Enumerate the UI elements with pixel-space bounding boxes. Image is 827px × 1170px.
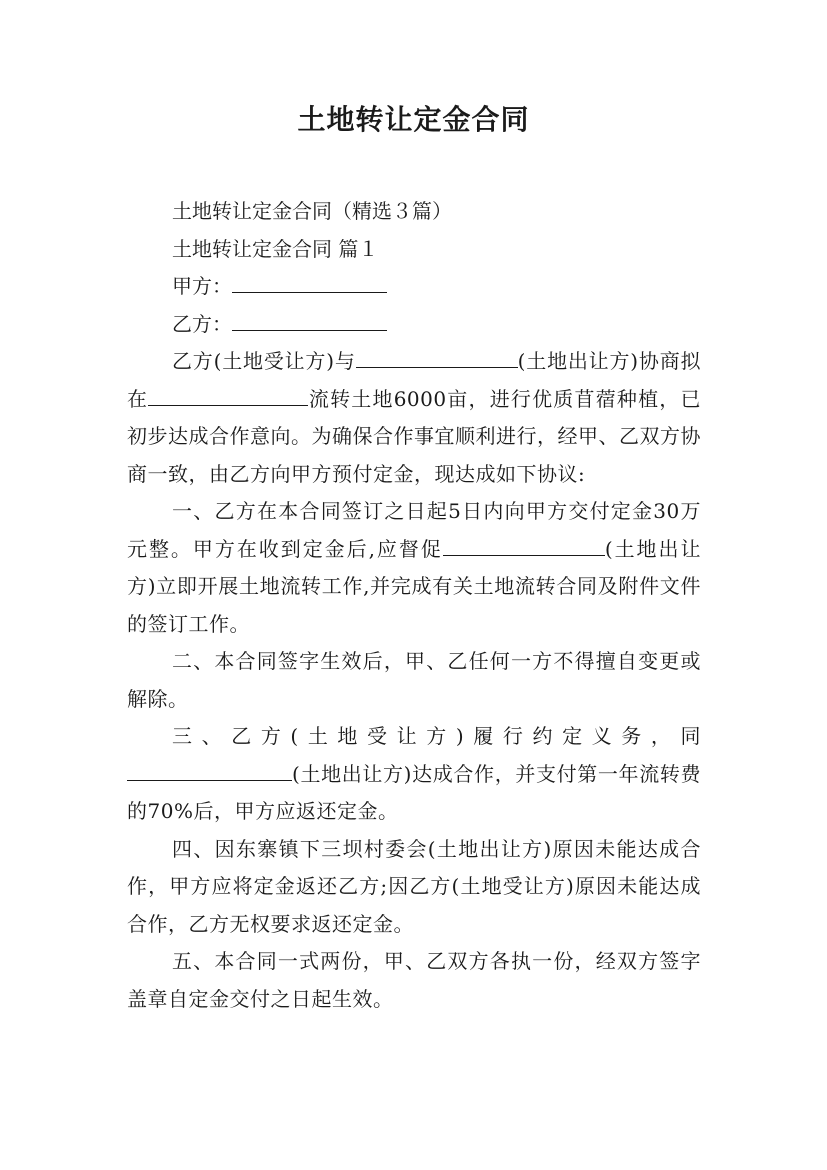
- location-blank: [148, 381, 308, 406]
- transferor-blank-3: [127, 756, 292, 781]
- clause-5: 五、本合同一式两份，甲、乙双方各执一份，经双方签字盖章自定金交付之日起生效。: [127, 949, 701, 1011]
- section-heading: 土地转让定金合同 篇１: [172, 236, 379, 261]
- transferor-blank-2: [443, 531, 605, 556]
- party-b-label: 乙方：: [172, 311, 232, 336]
- clause-3: [127, 718, 701, 831]
- clause-4: 四、因东寨镇下三坝村委会(土地出让方)原因未能达成合作，甲方应将定金返还乙方;因乙方(土地受让方)原因未能达成合作，乙方无权要求返还定金。: [127, 836, 701, 936]
- party-b-line: [127, 306, 701, 344]
- intro-text-3: 流转土地6000亩，进行优质苜蓿种植，已初步达成合作意向。为确保合作事宜顺利进行，经甲、乙双方协商一致，由乙方向甲方预付定金，现达成如下协议:: [127, 386, 701, 486]
- intro-paragraph: [127, 343, 701, 493]
- document-subtitle: 土地转让定金合同（精选３篇）: [172, 199, 452, 223]
- intro-text-2: (土地出让方)协商拟在: [127, 349, 702, 411]
- clause-3-text-1: 三、乙方(土地受让方)履行约定义务，同: [172, 724, 701, 748]
- transferor-blank-1: [356, 343, 518, 368]
- clause-1-text-2: (土地出让方)立即开展土地流转工作,并完成有关土地流转合同及附件文件的签订工作。: [127, 536, 701, 636]
- party-a-blank: [232, 268, 387, 293]
- clause-1: [127, 493, 701, 643]
- party-a-label: 甲方：: [172, 274, 232, 298]
- document-body: [127, 193, 701, 1018]
- clause-3-text-2: (土地出让方)达成合作，并支付第一年流转费的70%后，甲方应返还定金。: [127, 761, 701, 823]
- party-b-blank: [232, 306, 387, 331]
- clause-1-text-1: 一、乙方在本合同签订之日起5日内向甲方交付定金30万元整。甲方在收到定金后,应督促: [127, 499, 701, 561]
- party-a-line: [127, 268, 701, 306]
- clause-2: 二、本合同签字生效后，甲、乙任何一方不得擅自变更或解除。: [127, 649, 701, 711]
- document-title: 土地转让定金合同: [297, 103, 530, 136]
- intro-text-1: 乙方(土地受让方)与: [172, 349, 356, 373]
